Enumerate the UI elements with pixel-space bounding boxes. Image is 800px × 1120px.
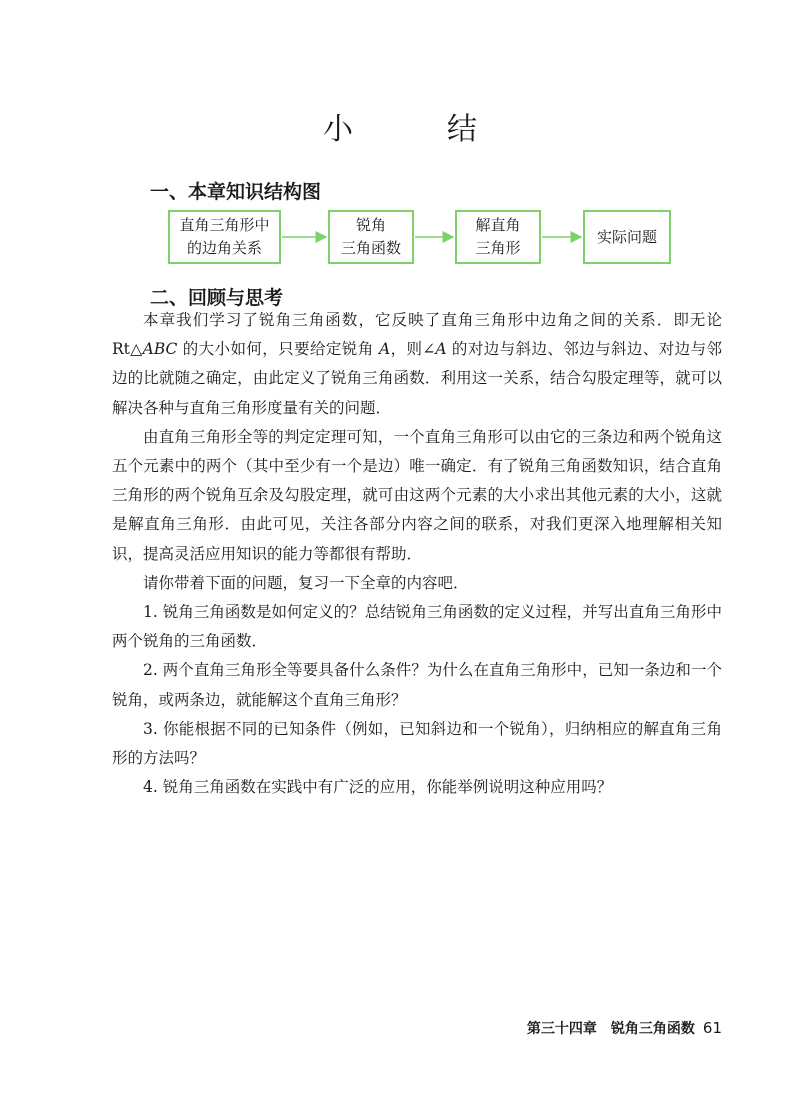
box-line: 三角函数 — [340, 239, 401, 257]
footer-chapter: 第三十四章 锐角三角函数 — [526, 1021, 695, 1037]
question-4: 4. 锐角三角函数在实践中有广泛的应用，你能举例说明这种应用吗？ — [143, 778, 613, 797]
question-1: 1. 锐角三角函数是如何定义的？总结锐角三角函数的定义过程，并写出直角三角形中两个锐角的三角函数． — [112, 603, 722, 651]
box-line: 锐角 — [355, 216, 386, 234]
diagram-box-practical-problems — [583, 210, 671, 264]
page-number: 61 — [702, 1019, 722, 1037]
paragraph-3: 请你带着下面的问题，复习一下全章的内容吧． — [143, 573, 469, 592]
box-line: 解直角 — [475, 216, 521, 234]
diagram-box-edge-angle-relation — [168, 210, 281, 264]
question-2: 2. 两个直角三角形全等要具备什么条件？为什么在直角三角形中，已知一条边和一个锐角，或两条边，就能解这个直角三角形？ — [112, 661, 722, 709]
diagram-box-trig-functions — [328, 210, 414, 264]
page-footer — [527, 1018, 722, 1038]
review-body — [112, 306, 722, 802]
box-line: 三角形 — [475, 239, 521, 257]
page-title: 小 结 — [323, 112, 509, 147]
question-3: 3. 你能根据不同的已知条件（例如，已知斜边和一个锐角），归纳相应的解直角三角形的方法吗？ — [112, 719, 722, 768]
paragraph-1: 本章我们学习了锐角三角函数，它反映了直角三角形中边角之间的关系．即无论 Rt△ABC 的大小如何，只要给定锐角 A，则∠A 的对边与斜边、邻边与斜边、对边与邻边的比就随之确定，由此定义了锐角三角函数．利用这一关系，结合勾股定理等，就可以解决各种与直角三角形度量有关的问题． — [112, 311, 722, 417]
box-line: 实际问题 — [596, 227, 657, 246]
box-line: 的边角关系 — [186, 239, 262, 257]
diagram-box-solve-triangle — [455, 210, 541, 264]
box-line: 直角三角形中 — [179, 216, 270, 234]
section-heading-review: 二、回顾与思考 — [150, 287, 284, 309]
section-heading-structure: 一、本章知识结构图 — [150, 181, 322, 203]
paragraph-2: 由直角三角形全等的判定定理可知，一个直角三角形可以由它的三条边和两个锐角这五个元素中的两个（其中至少有一个是边）唯一确定．有了锐角三角函数知识，结合直角三角形的两个锐角互余及勾股定理，就可由这两个元素的大小求出其他元素的大小，这就是解直角三角形．由此可见，关注各部分内容之间的联系，对我们更深入地理解相关知识，提高灵活应用知识的能力等都很有帮助． — [112, 427, 722, 563]
